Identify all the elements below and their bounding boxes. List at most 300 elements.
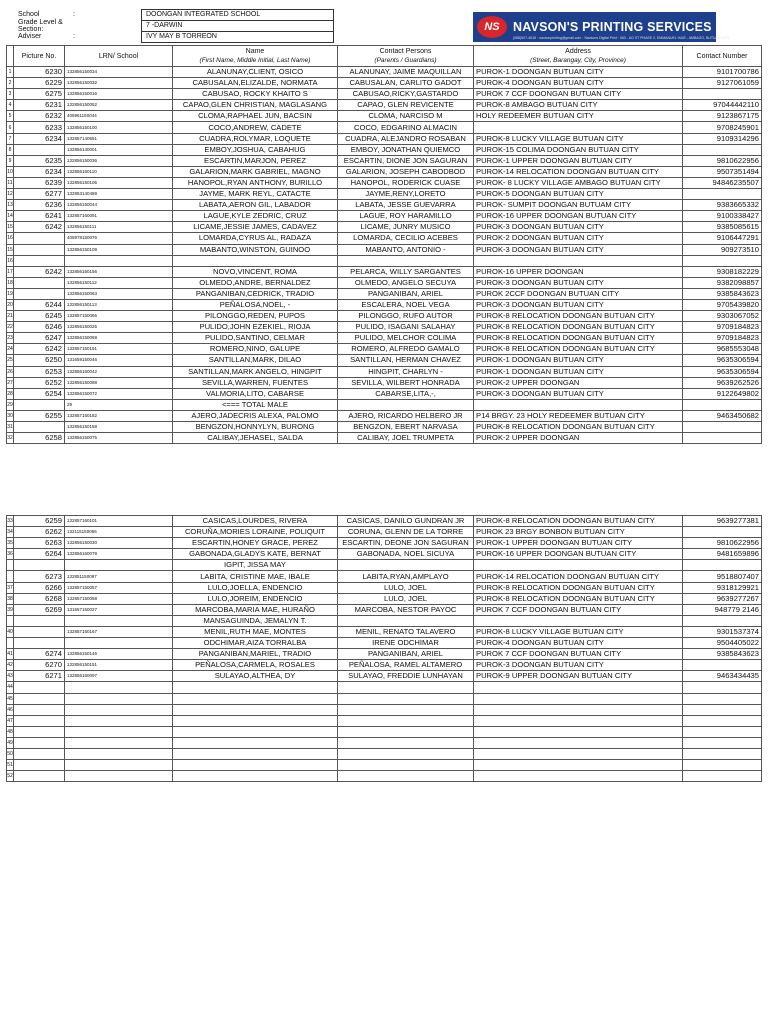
contact-number-cell[interactable]: 9122649802 — [683, 388, 762, 399]
address-cell[interactable]: PUROK-2 UPPER DOONGAN — [474, 433, 683, 444]
address-cell[interactable] — [474, 560, 683, 571]
address-cell[interactable]: PUROK-8 RELOCATION DOONGAN BUTUAN CITY — [474, 344, 683, 355]
row-index-cell[interactable]: 49 — [7, 737, 14, 748]
address-cell[interactable]: PUROK-8 RELOCATION DOONGAN BUTUAN CITY — [474, 582, 683, 593]
student-name-cell[interactable]: MENIL,RUTH MAE, MONTES — [173, 626, 338, 637]
contact-number-cell[interactable] — [683, 737, 762, 748]
lrn-number-cell[interactable]: 132856150158 — [65, 422, 173, 433]
student-name-cell[interactable]: VALMORIA,LITO, CABARSE — [173, 388, 338, 399]
lrn-number-cell[interactable] — [65, 638, 173, 649]
row-index-cell[interactable]: 14 — [7, 211, 14, 222]
student-name-cell[interactable]: CASICAS,LOURDES, RIVERA — [173, 516, 338, 527]
picture-number-cell[interactable] — [14, 715, 65, 726]
contact-person-cell[interactable]: CLOMA, NARCISO M — [338, 111, 474, 122]
address-cell[interactable]: PUROK- SUMPIT DOONGAN BUTUAM CITY — [474, 200, 683, 211]
contact-number-cell[interactable]: 9301537374 — [683, 626, 762, 637]
picture-number-cell[interactable] — [14, 626, 65, 637]
address-cell[interactable]: PUROK-8 RELOCATION DOONGAN BUTUAN CITY — [474, 422, 683, 433]
student-name-cell[interactable] — [173, 715, 338, 726]
row-index-cell[interactable]: 20 — [7, 299, 14, 310]
address-cell[interactable]: PUROK-8 RELOCATION DOONGAN BUTUAN CITY — [474, 516, 683, 527]
row-index-cell[interactable]: 51 — [7, 760, 14, 771]
contact-person-cell[interactable]: ROMERO, ALFREDO GAMALO — [338, 344, 474, 355]
lrn-number-cell[interactable]: 132857150066 — [65, 311, 173, 322]
lrn-number-cell[interactable]: 132856150088 — [65, 377, 173, 388]
lrn-number-cell[interactable]: 132851150097 — [65, 571, 173, 582]
contact-person-cell[interactable]: CABARSE,LITA,-, — [338, 388, 474, 399]
contact-number-cell[interactable]: 9318129921 — [683, 582, 762, 593]
contact-person-cell[interactable]: CALIBAY, JOEL TRUMPETA — [338, 433, 474, 444]
address-cell[interactable]: PUROK 7 CCF DOONGAN BUTUAN CITY — [474, 89, 683, 100]
lrn-number-cell[interactable]: 132856150036 — [65, 155, 173, 166]
picture-number-cell[interactable] — [14, 244, 65, 255]
contact-number-cell[interactable] — [683, 760, 762, 771]
row-index-cell[interactable]: 7 — [7, 133, 14, 144]
row-index-cell[interactable]: 8 — [7, 144, 14, 155]
picture-number-cell[interactable] — [14, 615, 65, 626]
row-index-cell[interactable]: 35 — [7, 538, 14, 549]
contact-person-cell[interactable] — [338, 615, 474, 626]
lrn-number-cell[interactable]: 132856150044 — [65, 200, 173, 211]
contact-person-cell[interactable] — [338, 726, 474, 737]
lrn-number-cell[interactable]: 131659150046 — [65, 355, 173, 366]
lrn-number-cell[interactable]: 132857150182 — [65, 410, 173, 421]
student-name-cell[interactable]: EMBOY,JOSHUA, CABAHUG — [173, 144, 338, 155]
contact-person-cell[interactable]: PANGANIBAN, ARIEL — [338, 288, 474, 299]
picture-number-cell[interactable]: 6247 — [14, 333, 65, 344]
picture-number-cell[interactable]: 6242 — [14, 222, 65, 233]
student-name-cell[interactable]: GALARION,MARK GABRIEL, MAGNO — [173, 166, 338, 177]
picture-number-cell[interactable]: 6253 — [14, 366, 65, 377]
lrn-number-cell[interactable] — [65, 760, 173, 771]
student-name-cell[interactable]: CUADRA,ROLYMAR, LOQUETE — [173, 133, 338, 144]
lrn-number-cell[interactable]: 132857150057 — [65, 582, 173, 593]
lrn-number-cell[interactable]: 132857150167 — [65, 626, 173, 637]
contact-number-cell[interactable] — [683, 704, 762, 715]
contact-number-cell[interactable] — [683, 748, 762, 759]
address-cell[interactable]: PUROK-1 DOONGAN BUTUAN CITY — [474, 67, 683, 78]
grade-value[interactable]: 7 -DARWIN — [141, 20, 334, 31]
student-name-cell[interactable] — [173, 682, 338, 693]
contact-number-cell[interactable]: 9810622956 — [683, 155, 762, 166]
picture-number-cell[interactable]: 6258 — [14, 433, 65, 444]
picture-number-cell[interactable] — [14, 726, 65, 737]
address-cell[interactable]: PUROK-3 DOONGAN BUTUAN CITY — [474, 388, 683, 399]
address-cell[interactable]: PUROK-16 UPPER DOONGAN BUTUAN CITY — [474, 549, 683, 560]
row-index-cell[interactable]: 48 — [7, 726, 14, 737]
address-cell[interactable]: PUROK-1 UPPER DOONGAN BUTUAN CITY — [474, 538, 683, 549]
address-cell[interactable]: PUROK 23 BRGY BONBON BUTUAN CITY — [474, 527, 683, 538]
contact-person-cell[interactable]: ESCARTIN, DIONE JON SAGURAN — [338, 155, 474, 166]
school-value[interactable]: DOONGAN INTEGRATED SCHOOL — [141, 9, 334, 20]
picture-number-cell[interactable]: 6242 — [14, 344, 65, 355]
lrn-number-cell[interactable]: 132856160156 — [65, 266, 173, 277]
contact-number-cell[interactable]: 9100338427 — [683, 211, 762, 222]
address-cell[interactable]: PUROK-15 COLIMA DOONGAN BUTUAN CITY — [474, 144, 683, 155]
student-name-cell[interactable] — [173, 748, 338, 759]
contact-person-cell[interactable]: OLMEDO, ANGELO SECUYA — [338, 277, 474, 288]
lrn-number-cell[interactable]: 132856150030 — [65, 538, 173, 549]
contact-number-cell[interactable]: 9463450682 — [683, 410, 762, 421]
student-name-cell[interactable]: LICAME,JESSIE JAMES, CADAVEZ — [173, 222, 338, 233]
student-name-cell[interactable] — [173, 771, 338, 782]
contact-number-cell[interactable]: 9705439820 — [683, 299, 762, 310]
lrn-number-cell[interactable] — [65, 615, 173, 626]
address-cell[interactable]: PUROK-9 UPPER DOONGAN BUTUAN CITY — [474, 671, 683, 682]
lrn-number-cell[interactable] — [65, 748, 173, 759]
contact-number-cell[interactable]: 9708245901 — [683, 122, 762, 133]
contact-person-cell[interactable]: CAPAO, GLEN REVICENTE — [338, 100, 474, 111]
contact-number-cell[interactable]: 9109314296 — [683, 133, 762, 144]
student-name-cell[interactable]: CABUSAO, ROCKY KHAITO S — [173, 89, 338, 100]
address-cell[interactable] — [474, 748, 683, 759]
lrn-number-cell[interactable] — [65, 560, 173, 571]
lrn-number-cell[interactable]: 405978150076 — [65, 233, 173, 244]
student-name-cell[interactable]: LABATA,AERON GIL, LABADOR — [173, 200, 338, 211]
contact-number-cell[interactable] — [683, 89, 762, 100]
row-index-cell[interactable]: 25 — [7, 355, 14, 366]
contact-person-cell[interactable] — [338, 255, 474, 266]
row-index-cell[interactable]: 34 — [7, 527, 14, 538]
row-index-cell[interactable]: 12 — [7, 189, 14, 200]
row-index-cell[interactable]: 23 — [7, 333, 14, 344]
contact-person-cell[interactable]: PILONGGO, RUFO AUTOR — [338, 311, 474, 322]
row-index-cell[interactable]: 19 — [7, 288, 14, 299]
contact-person-cell[interactable]: GALARION, JOSEPH CABODBOD — [338, 166, 474, 177]
student-name-cell[interactable] — [173, 704, 338, 715]
row-index-cell[interactable]: 47 — [7, 715, 14, 726]
contact-person-cell[interactable] — [338, 771, 474, 782]
picture-number-cell[interactable]: 6234 — [14, 133, 65, 144]
row-index-cell[interactable]: 10 — [7, 166, 14, 177]
student-name-cell[interactable]: SANTILLAN,MARK, DILAO — [173, 355, 338, 366]
contact-person-cell[interactable] — [338, 715, 474, 726]
contact-person-cell[interactable] — [338, 682, 474, 693]
row-index-cell[interactable]: 38 — [7, 593, 14, 604]
picture-number-cell[interactable]: 6254 — [14, 388, 65, 399]
contact-person-cell[interactable] — [338, 399, 474, 410]
student-name-cell[interactable]: COCO,ANDREW, CADETE — [173, 122, 338, 133]
contact-person-cell[interactable]: ESCALERA, NOEL VEGA — [338, 299, 474, 310]
lrn-number-cell[interactable] — [65, 715, 173, 726]
contact-person-cell[interactable]: MARCOBA, NESTOR PAYOC — [338, 604, 474, 615]
row-index-cell[interactable]: 2 — [7, 78, 14, 89]
lrn-number-cell[interactable]: 132857140551 — [65, 133, 173, 144]
picture-number-cell[interactable]: 6277 — [14, 189, 65, 200]
contact-number-cell[interactable] — [683, 189, 762, 200]
picture-number-cell[interactable]: 6268 — [14, 593, 65, 604]
student-name-cell[interactable]: <=== TOTAL MALE — [173, 399, 338, 410]
row-index-cell[interactable]: 32 — [7, 433, 14, 444]
contact-person-cell[interactable] — [338, 748, 474, 759]
lrn-number-cell[interactable]: 132856160042 — [65, 366, 173, 377]
contact-person-cell[interactable]: LAGUE, ROY HARAMILLO — [338, 211, 474, 222]
lrn-number-cell[interactable]: 132856140001 — [65, 144, 173, 155]
picture-number-cell[interactable]: 6233 — [14, 122, 65, 133]
picture-number-cell[interactable]: 6275 — [14, 89, 65, 100]
contact-person-cell[interactable]: LULO, JOEL — [338, 593, 474, 604]
picture-number-cell[interactable] — [14, 288, 65, 299]
address-cell[interactable]: PUROK-8 RELOCATION DOONGAN BUTUAN CITY — [474, 593, 683, 604]
row-index-cell[interactable]: 52 — [7, 771, 14, 782]
address-cell[interactable]: PUROK-4 DOONGAN BUTUAN CITY — [474, 638, 683, 649]
contact-number-cell[interactable] — [683, 422, 762, 433]
row-index-cell[interactable]: 30 — [7, 410, 14, 421]
lrn-number-cell[interactable]: 132856150112 — [65, 277, 173, 288]
lrn-number-cell[interactable]: 132857150191 — [65, 344, 173, 355]
contact-person-cell[interactable]: SEVILLA, WILBERT HONRADA — [338, 377, 474, 388]
lrn-number-cell[interactable] — [65, 704, 173, 715]
address-cell[interactable] — [474, 715, 683, 726]
student-name-cell[interactable]: PANGANIBAN,MARIEL, TRADIO — [173, 649, 338, 660]
picture-number-cell[interactable]: 6250 — [14, 355, 65, 366]
contact-number-cell[interactable]: 9504405022 — [683, 638, 762, 649]
lrn-number-cell[interactable]: 132856150111 — [65, 222, 173, 233]
row-index-cell[interactable] — [7, 571, 14, 582]
student-name-cell[interactable]: JAYME, MARK REYL, CATACTE — [173, 189, 338, 200]
contact-number-cell[interactable]: 9101700786 — [683, 67, 762, 78]
address-cell[interactable] — [474, 771, 683, 782]
contact-number-cell[interactable]: 948779 2146 — [683, 604, 762, 615]
lrn-number-cell[interactable]: 29 — [65, 399, 173, 410]
address-cell[interactable]: PUROK 7 CCF DOONGAN BUTUAN CITY — [474, 649, 683, 660]
picture-number-cell[interactable] — [14, 737, 65, 748]
lrn-number-cell[interactable]: 132856150069 — [65, 333, 173, 344]
address-cell[interactable] — [474, 760, 683, 771]
picture-number-cell[interactable] — [14, 760, 65, 771]
student-name-cell[interactable] — [173, 255, 338, 266]
picture-number-cell[interactable]: 6263 — [14, 538, 65, 549]
student-name-cell[interactable]: NOVO,VINCENT, ROMA — [173, 266, 338, 277]
lrn-number-cell[interactable]: 132856150109 — [65, 244, 173, 255]
picture-number-cell[interactable] — [14, 638, 65, 649]
contact-number-cell[interactable] — [683, 660, 762, 671]
student-name-cell[interactable]: OLMEDO,ANDRE, BERNALDEZ — [173, 277, 338, 288]
contact-person-cell[interactable]: AJERO, RICARDO HELBERO JR — [338, 410, 474, 421]
contact-person-cell[interactable]: LICAME, JUNRY MUSICO — [338, 222, 474, 233]
contact-number-cell[interactable] — [683, 433, 762, 444]
address-cell[interactable]: PUROK-8 RELOCATION DOONGAN BUTUAN CITY — [474, 333, 683, 344]
contact-number-cell[interactable]: 9308182229 — [683, 266, 762, 277]
contact-number-cell[interactable]: 9810622956 — [683, 538, 762, 549]
lrn-number-cell[interactable]: 132856150106 — [65, 177, 173, 188]
lrn-number-cell[interactable] — [65, 682, 173, 693]
student-name-cell[interactable]: PULIDO,SANTINO, CELMAR — [173, 333, 338, 344]
student-name-cell[interactable] — [173, 737, 338, 748]
student-name-cell[interactable]: GABONADA,GLADYS KATE, BERNAT — [173, 549, 338, 560]
student-name-cell[interactable]: BENGZON,HONNYLYN, BURONG — [173, 422, 338, 433]
contact-number-cell[interactable]: 9385843623 — [683, 649, 762, 660]
contact-number-cell[interactable]: 94846235507 — [683, 177, 762, 188]
contact-person-cell[interactable]: COCO, EDGARINO ALMACIN — [338, 122, 474, 133]
row-index-cell[interactable]: 24 — [7, 344, 14, 355]
lrn-number-cell[interactable]: 405961150044 — [65, 111, 173, 122]
address-cell[interactable] — [474, 399, 683, 410]
lrn-number-cell[interactable]: 132856150016 — [65, 89, 173, 100]
lrn-number-cell[interactable]: 132857150058 — [65, 593, 173, 604]
lrn-number-cell[interactable]: 132857160091 — [65, 211, 173, 222]
row-index-cell[interactable]: 31 — [7, 422, 14, 433]
contact-person-cell[interactable]: PULIDO, MELCHOR COLIMA — [338, 333, 474, 344]
student-name-cell[interactable]: LAGUE,KYLE ZEDRIC, CRUZ — [173, 211, 338, 222]
row-index-cell[interactable]: 36 — [7, 549, 14, 560]
row-index-cell[interactable]: 16 — [7, 255, 14, 266]
contact-person-cell[interactable]: LOMARDA, CECILIO ACEBES — [338, 233, 474, 244]
contact-person-cell[interactable] — [338, 737, 474, 748]
contact-person-cell[interactable]: CABUSALAN, CARLITO GADOT — [338, 78, 474, 89]
lrn-number-cell[interactable]: 132856150100 — [65, 122, 173, 133]
row-index-cell[interactable]: 3 — [7, 89, 14, 100]
contact-number-cell[interactable]: 9385085615 — [683, 222, 762, 233]
lrn-number-cell[interactable]: 132115150066 — [65, 527, 173, 538]
student-name-cell[interactable]: MABANTO,WINSTON, GUINOO — [173, 244, 338, 255]
lrn-number-cell[interactable]: 132856150146 — [65, 649, 173, 660]
row-index-cell[interactable]: 39 — [7, 604, 14, 615]
student-name-cell[interactable]: IGPIT, JISSA MAY — [173, 560, 338, 571]
contact-person-cell[interactable]: LULO, JOEL — [338, 582, 474, 593]
student-name-cell[interactable]: CORUÑA,MORIES LORAINE, POLIQUIT — [173, 527, 338, 538]
lrn-number-cell[interactable]: 131657150027 — [65, 604, 173, 615]
address-cell[interactable]: PUROK-8 AMBAGO BUTUAN CITY — [474, 100, 683, 111]
contact-person-cell[interactable]: PULIDO, ISAGANI SALAHAY — [338, 322, 474, 333]
picture-number-cell[interactable] — [14, 693, 65, 704]
contact-number-cell[interactable] — [683, 399, 762, 410]
row-index-cell[interactable]: 4 — [7, 100, 14, 111]
row-index-cell[interactable]: 33 — [7, 516, 14, 527]
contact-person-cell[interactable]: LABITA,RYAN,AMPLAYO — [338, 571, 474, 582]
row-index-cell[interactable]: 44 — [7, 682, 14, 693]
picture-number-cell[interactable]: 6259 — [14, 516, 65, 527]
address-cell[interactable]: PUROK-1 DOONGAN BUTUAN CITY — [474, 366, 683, 377]
contact-number-cell[interactable]: 9463434435 — [683, 671, 762, 682]
picture-number-cell[interactable]: 6246 — [14, 322, 65, 333]
student-name-cell[interactable]: ESCARTIN,HONEY GRACE, PEREZ — [173, 538, 338, 549]
contact-number-cell[interactable]: 9709184823 — [683, 333, 762, 344]
lrn-number-cell[interactable]: 132856150052 — [65, 100, 173, 111]
contact-number-cell[interactable]: 9635306594 — [683, 355, 762, 366]
contact-person-cell[interactable] — [338, 760, 474, 771]
address-cell[interactable]: PUROK 2CCF DOONGAN BUTUAN CITY — [474, 288, 683, 299]
contact-number-cell[interactable] — [683, 560, 762, 571]
picture-number-cell[interactable]: 6270 — [14, 660, 65, 671]
contact-person-cell[interactable]: CASICAS, DANILO GUNDRAN JR — [338, 516, 474, 527]
contact-person-cell[interactable]: PANGANIBAN, ARIEL — [338, 649, 474, 660]
row-index-cell[interactable]: 13 — [7, 200, 14, 211]
student-name-cell[interactable]: CAPAO,GLEN CHRISTIAN, MAGLASANG — [173, 100, 338, 111]
contact-person-cell[interactable]: BENGZON, EBERT NARVASA — [338, 422, 474, 433]
row-index-cell[interactable]: 1 — [7, 67, 14, 78]
student-name-cell[interactable]: HANOPOL,RYAN ANTHONY, BURILLO — [173, 177, 338, 188]
student-name-cell[interactable]: PANGANIBAN,CEDRICK, TRADIO — [173, 288, 338, 299]
row-index-cell[interactable]: 21 — [7, 311, 14, 322]
picture-number-cell[interactable]: 6266 — [14, 582, 65, 593]
lrn-number-cell[interactable]: 132856150034 — [65, 67, 173, 78]
row-index-cell[interactable]: 28 — [7, 388, 14, 399]
lrn-number-cell[interactable]: 132856150025 — [65, 322, 173, 333]
lrn-number-cell[interactable] — [65, 771, 173, 782]
contact-person-cell[interactable]: PEÑALOSA, RAMEL ALTAMERO — [338, 660, 474, 671]
row-index-cell[interactable]: 37 — [7, 582, 14, 593]
contact-person-cell[interactable]: ALANUNAY, JAIME MAQUILLAN — [338, 67, 474, 78]
picture-number-cell[interactable] — [14, 682, 65, 693]
row-index-cell[interactable]: 11 — [7, 177, 14, 188]
contact-person-cell[interactable]: JAYME,RENY,LORETO — [338, 189, 474, 200]
address-cell[interactable] — [474, 122, 683, 133]
row-index-cell[interactable]: 46 — [7, 704, 14, 715]
contact-person-cell[interactable] — [338, 560, 474, 571]
picture-number-cell[interactable] — [14, 748, 65, 759]
contact-number-cell[interactable]: 9127061059 — [683, 78, 762, 89]
contact-person-cell[interactable]: CABUSAO,RICKY,GASTARDO — [338, 89, 474, 100]
contact-person-cell[interactable]: IRENE ODCHIMAR — [338, 638, 474, 649]
picture-number-cell[interactable]: 6269 — [14, 604, 65, 615]
contact-number-cell[interactable]: 9507351494 — [683, 166, 762, 177]
student-name-cell[interactable]: SANTILLAN,MARK ANGELO, HINGPIT — [173, 366, 338, 377]
picture-number-cell[interactable]: 6274 — [14, 649, 65, 660]
row-index-cell[interactable]: 50 — [7, 748, 14, 759]
lrn-number-cell[interactable] — [65, 255, 173, 266]
address-cell[interactable]: PUROK-8 RELOCATION DOONGAN BUTUAN CITY — [474, 311, 683, 322]
address-cell[interactable] — [474, 704, 683, 715]
contact-number-cell[interactable]: 9303067052 — [683, 311, 762, 322]
contact-person-cell[interactable]: SANTILLAN, HERMAN CHAVEZ — [338, 355, 474, 366]
picture-number-cell[interactable]: 6242 — [14, 266, 65, 277]
contact-person-cell[interactable]: MENIL, RENATO TALAVERO — [338, 626, 474, 637]
student-name-cell[interactable]: PEÑALOSA,NOEL, - — [173, 299, 338, 310]
address-cell[interactable]: PUROK-8 LUCKY VILLAGE BUTUAN CITY — [474, 626, 683, 637]
address-cell[interactable]: PUROK-2 UPPER DOONGAN — [474, 377, 683, 388]
lrn-number-cell[interactable]: 132856150032 — [65, 78, 173, 89]
contact-person-cell[interactable]: HINGPIT, CHARLYN - — [338, 366, 474, 377]
picture-number-cell[interactable]: 6234 — [14, 166, 65, 177]
address-cell[interactable]: HOLY REDEEMER BUTUAN CITY — [474, 111, 683, 122]
picture-number-cell[interactable] — [14, 233, 65, 244]
address-cell[interactable]: PUROK-3 DOONGAN BUTUAN CITY — [474, 244, 683, 255]
row-index-cell[interactable]: 42 — [7, 660, 14, 671]
lrn-number-cell[interactable]: 132856160110 — [65, 166, 173, 177]
address-cell[interactable]: PUROK-1 UPPER DOONGAN BUTUAN CITY — [474, 155, 683, 166]
picture-number-cell[interactable]: 6231 — [14, 100, 65, 111]
row-index-cell[interactable] — [7, 560, 14, 571]
student-name-cell[interactable]: SULAYAO,ALTHEA, DY — [173, 671, 338, 682]
student-name-cell[interactable]: LULO,JOELLA, ENDENCIO — [173, 582, 338, 593]
row-index-cell[interactable]: 43 — [7, 671, 14, 682]
student-name-cell[interactable] — [173, 760, 338, 771]
contact-number-cell[interactable] — [683, 144, 762, 155]
address-cell[interactable]: PUROK-8 RELOCATION DOONGAN BUTUAN CITY — [474, 322, 683, 333]
student-name-cell[interactable]: SEVILLA,WARREN, FUENTES — [173, 377, 338, 388]
contact-number-cell[interactable]: 9382098857 — [683, 277, 762, 288]
contact-number-cell[interactable]: 9635306594 — [683, 366, 762, 377]
contact-number-cell[interactable]: 9685553048 — [683, 344, 762, 355]
contact-number-cell[interactable]: 9383665332 — [683, 200, 762, 211]
picture-number-cell[interactable]: 6245 — [14, 311, 65, 322]
student-name-cell[interactable]: AJERO,JADECRIS ALEXA, PALOMO — [173, 410, 338, 421]
picture-number-cell[interactable] — [14, 422, 65, 433]
student-name-cell[interactable]: ALANUNAY,CLIENT, OSICO — [173, 67, 338, 78]
student-name-cell[interactable]: LOMARDA,CYRUS AL, RADAZA — [173, 233, 338, 244]
contact-number-cell[interactable]: 9481659896 — [683, 549, 762, 560]
contact-number-cell[interactable]: 9123867175 — [683, 111, 762, 122]
address-cell[interactable]: PUROK-16 UPPER DOONGAN — [474, 266, 683, 277]
student-name-cell[interactable]: LULO,JOREIM, ENDENCIO — [173, 593, 338, 604]
address-cell[interactable] — [474, 726, 683, 737]
row-index-cell[interactable]: 40 — [7, 626, 14, 637]
contact-number-cell[interactable] — [683, 771, 762, 782]
contact-number-cell[interactable] — [683, 726, 762, 737]
student-name-cell[interactable]: PILONGGO,REDEN, PUPOS — [173, 311, 338, 322]
address-cell[interactable]: PUROK 7 CCF DOONGAN BUTUAN CITY — [474, 604, 683, 615]
